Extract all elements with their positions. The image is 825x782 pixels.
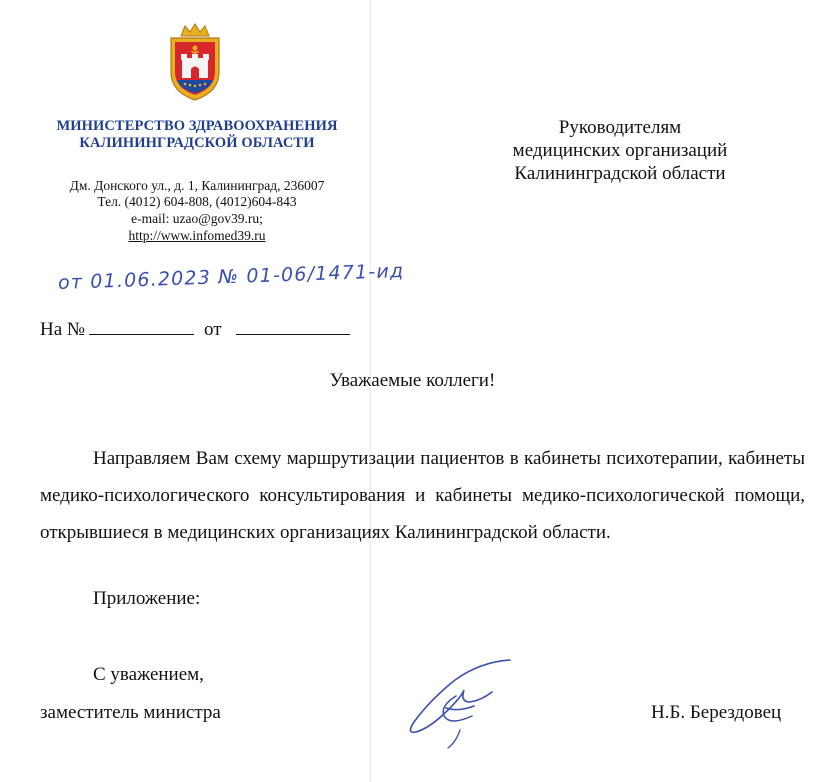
- signature-icon: [400, 650, 520, 750]
- reply-date-label: от: [204, 319, 222, 340]
- signer-position: заместитель министра: [40, 702, 221, 723]
- handwritten-outgoing-reference: от 01.06.2023 № 01-06/1471-ид: [57, 259, 405, 294]
- recipient-line2: медицинских организаций: [512, 140, 728, 161]
- reply-number-label: На №: [40, 319, 86, 340]
- letter-body: Направляем Вам схему маршрутизации пациентов в кабинеты психотерапии, кабинеты медико-психологического консультирования и кабинеты медико-психологической помощи, открывшиеся в медицинских организациях Калининградской области.: [40, 448, 805, 543]
- signer-name: Н.Б. Берездовец: [651, 702, 782, 723]
- ministry-address: Дм. Донского ул., д. 1, Калининград, 236007: [69, 178, 325, 193]
- reply-reference-line: [40, 318, 350, 341]
- ministry-name-line1: МИНИСТЕРСТВО ЗДРАВООХРАНЕНИЯ: [56, 118, 338, 134]
- letter-greeting: Уважаемые коллеги!: [329, 370, 496, 391]
- closing-regards: С уважением,: [93, 664, 204, 685]
- ministry-name-line2: КАЛИНИНГРАДСКОЙ ОБЛАСТИ: [79, 135, 315, 151]
- reply-date-blank: [236, 318, 350, 335]
- recipient-line3: Калининградской области: [514, 163, 726, 184]
- ministry-phone: Тел. (4012) 604-808, (4012)604-843: [97, 194, 297, 209]
- ministry-email: e-mail: uzao@gov39.ru;: [131, 211, 263, 226]
- appendix-label: Приложение:: [93, 588, 201, 609]
- reply-number-blank: [89, 318, 194, 335]
- ministry-website-link[interactable]: http://www.infomed39.ru: [128, 228, 266, 243]
- coat-of-arms-icon: [163, 22, 227, 102]
- recipient-line1: Руководителям: [558, 117, 682, 138]
